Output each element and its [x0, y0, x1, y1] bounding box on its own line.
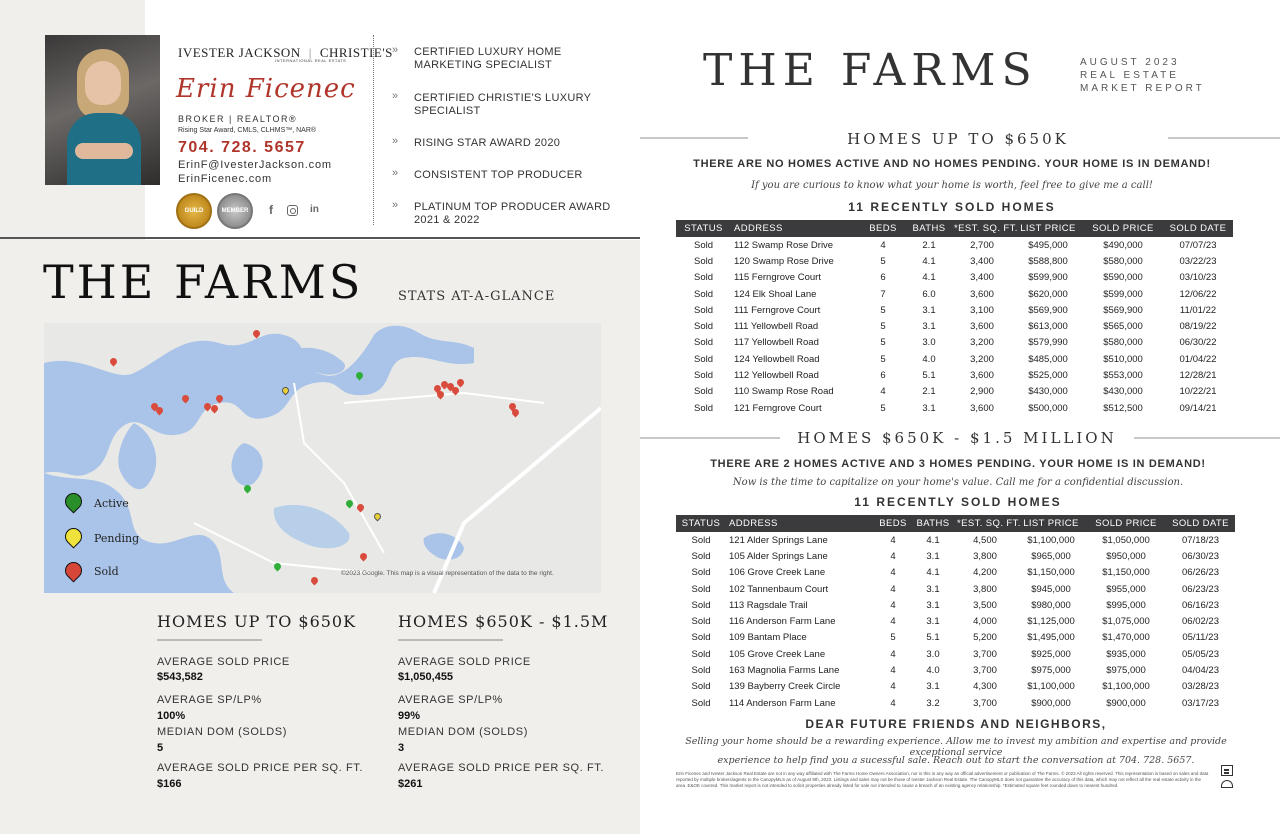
table-row [676, 302, 1233, 318]
cell-sold-date: 12/06/22 [1179, 288, 1217, 300]
stats-subtitle: STATS AT-A-GLANCE [398, 289, 556, 304]
table-row [676, 270, 1233, 286]
guild-badge-icon: GUILD [176, 193, 212, 229]
cell-sold-price: $1,050,000 [1102, 534, 1150, 546]
section-rule [1134, 437, 1280, 439]
cell-beds: 6 [880, 370, 886, 382]
christies-sub-logo: INTERNATIONAL REAL ESTATE [275, 58, 347, 63]
stat-label: AVERAGE SOLD PRICE [398, 656, 531, 668]
cell-list-price: $579,990 [1028, 337, 1068, 349]
cell-baths: 3.1 [926, 583, 940, 595]
cell-sold-price: $580,000 [1103, 337, 1143, 349]
stat-label: MEDIAN DOM (SOLDS) [398, 726, 528, 738]
cell-address: 121 Alder Springs Lane [729, 534, 828, 546]
cell-sold-price: $569,900 [1103, 304, 1143, 316]
cell-list-price: $1,150,000 [1027, 567, 1075, 579]
table-row [676, 695, 1235, 711]
cell-status: Sold [691, 665, 711, 677]
cell-sold-price: $490,000 [1103, 239, 1143, 251]
cell-sqft: 3,700 [973, 697, 997, 709]
cell-beds: 4 [890, 697, 896, 709]
table-row [676, 367, 1233, 383]
cell-sqft: 3,600 [970, 288, 994, 300]
cell-list-price: $965,000 [1031, 550, 1071, 562]
cell-sqft: 5,200 [973, 632, 997, 644]
col-sold-date: SOLD DATE [1166, 515, 1235, 532]
cell-list-price: $569,900 [1028, 304, 1068, 316]
cell-sold-price: $553,000 [1103, 370, 1143, 382]
cell-list-price: $430,000 [1028, 386, 1068, 398]
cell-beds: 4 [890, 583, 896, 595]
cell-status: Sold [691, 648, 711, 660]
col-beds: BEDS [874, 515, 912, 532]
table-row [676, 646, 1235, 662]
cell-list-price: $599,900 [1028, 272, 1068, 284]
cell-sold-price: $955,000 [1106, 583, 1146, 595]
cell-sqft: 2,900 [970, 386, 994, 398]
cell-baths: 3.2 [926, 697, 940, 709]
cell-list-price: $1,100,000 [1027, 681, 1075, 693]
cell-sold-date: 06/30/23 [1182, 550, 1219, 562]
cell-baths: 3.0 [922, 337, 936, 349]
cell-sold-date: 06/26/23 [1182, 567, 1219, 579]
table-row [676, 613, 1235, 629]
section-divider [0, 237, 640, 239]
cell-sqft: 3,800 [973, 550, 997, 562]
cell-sold-date: 01/04/22 [1179, 353, 1217, 365]
col-list-price: LIST PRICE [1016, 515, 1086, 532]
stats-col-title-650k-1-5m: HOMES $650K - $1.5M [398, 612, 609, 631]
cell-baths: 3.1 [926, 550, 940, 562]
agent-name: Erin Ficenec [176, 74, 356, 104]
agent-email[interactable]: ErinF@IvesterJackson.com [178, 159, 332, 171]
cell-list-price: $1,495,000 [1027, 632, 1075, 644]
cell-sold-date: 08/19/22 [1179, 321, 1217, 333]
stat-value: $543,582 [157, 671, 203, 683]
cell-status: Sold [693, 386, 713, 398]
cell-baths: 3.1 [926, 599, 940, 611]
cell-status: Sold [693, 239, 713, 251]
cell-sold-price: $1,150,000 [1102, 567, 1150, 579]
cell-list-price: $900,000 [1031, 697, 1071, 709]
cell-sqft: 3,500 [973, 599, 997, 611]
cell-sqft: 3,700 [973, 648, 997, 660]
cell-status: Sold [693, 304, 713, 316]
cell-sqft: 4,500 [973, 534, 997, 546]
cell-status: Sold [691, 681, 711, 693]
cell-sold-date: 07/07/23 [1179, 239, 1217, 251]
cell-sold-date: 05/11/23 [1182, 632, 1219, 644]
cell-address: 163 Magnolia Farms Lane [729, 665, 840, 677]
cell-address: 112 Swamp Rose Drive [734, 239, 834, 251]
cell-beds: 4 [890, 567, 896, 579]
table-row [676, 662, 1235, 678]
stat-value: 99% [398, 710, 421, 722]
stats-col-rule [157, 639, 262, 641]
stat-value: $166 [157, 778, 182, 790]
col-address: ADDRESS [726, 515, 874, 532]
cell-sold-date: 03/22/23 [1179, 255, 1217, 267]
table-row [676, 565, 1235, 581]
cell-status: Sold [691, 567, 711, 579]
cell-list-price: $975,000 [1031, 665, 1071, 677]
cell-address: 124 Yellowbell Road [734, 353, 820, 365]
cell-beds: 5 [880, 337, 886, 349]
legend-pending-label: Pending [94, 532, 140, 545]
cell-sqft: 3,200 [970, 353, 994, 365]
map-water [44, 323, 601, 593]
sold-homes-table-650k-1-5m [676, 515, 1235, 711]
cell-address: 139 Bayberry Creek Circle [729, 681, 841, 693]
cell-beds: 4 [890, 665, 896, 677]
col-sqft: *EST. SQ. FT. [954, 515, 1016, 532]
cell-sold-price: $510,000 [1103, 353, 1143, 365]
cell-sold-price: $565,000 [1103, 321, 1143, 333]
cell-sqft: 4,300 [973, 681, 997, 693]
cell-status: Sold [693, 353, 713, 365]
page-title: THE FARMS [43, 255, 364, 309]
section-italic-note: Now is the time to capitalize on your home's value. Call me for a confidential discussion. [732, 477, 1184, 488]
cell-sold-price: $1,100,000 [1102, 681, 1150, 693]
cell-status: Sold [693, 402, 713, 414]
cell-status: Sold [691, 632, 711, 644]
report-type: REAL ESTATE [1080, 70, 1179, 81]
cell-address: 110 Swamp Rose Road [734, 386, 834, 398]
legend-sold-label: Sold [94, 565, 119, 578]
table-row [676, 548, 1235, 564]
cell-sold-date: 07/18/23 [1182, 534, 1219, 546]
report-month: AUGUST 2023 [1080, 57, 1180, 68]
report-title: THE FARMS [703, 45, 1038, 96]
cell-status: Sold [691, 599, 711, 611]
agent-awards: Rising Star Award, CMLS, CLHMS™, NAR® [178, 127, 317, 134]
cell-list-price: $485,000 [1028, 353, 1068, 365]
agent-phone[interactable]: 704. 728. 5657 [178, 139, 306, 156]
cell-sold-date: 10/22/21 [1179, 386, 1217, 398]
equal-housing-icon [1221, 765, 1233, 776]
col-beds: BEDS [859, 220, 907, 237]
cell-beds: 5 [880, 353, 886, 365]
cell-status: Sold [693, 272, 713, 284]
legal-disclaimer: Erin Ficenec and Ivester Jackson Real Estate are not in any way affiliated with The Farms Home Owners Association, nor is this in any way an official advertisement or publication of The Farms. © 2023 All rights reserved. This representation is based on sales and data reported by multiple brokers/agents to the CanopyMLS as of August 9th, 2023. Listings and sales may not be those of Ivester Jackson Real Estate. The CanopyMLS does not guarantee the accuracy of this data, which may not reflect all the real estate activity in the area. E&OE covered. This market report is not intended to solicit properties already listed for sale nor intended to cause a breach of an existing agency relationship. *Estimated square feet rounded down to nearest hundred. [676, 771, 1209, 788]
map-credit: ©2023 Google. This map is a visual representation of the data to the right. [341, 570, 554, 577]
christies-logo: CHRISTIE'S [319, 45, 393, 60]
stat-label: AVERAGE SOLD PRICE PER SQ. FT. [157, 762, 364, 774]
facebook-icon[interactable]: f [269, 203, 273, 217]
cell-baths: 5.1 [926, 632, 940, 644]
cell-status: Sold [693, 321, 713, 333]
section-italic-note: If you are curious to know what your home is worth, feel free to give me a call! [751, 180, 1153, 191]
cell-sold-date: 06/30/22 [1179, 337, 1217, 349]
cell-address: 106 Grove Creek Lane [729, 567, 826, 579]
cell-beds: 4 [890, 648, 896, 660]
cell-sold-price: $935,000 [1106, 648, 1146, 660]
member-badge-icon: MEMBER [217, 193, 253, 229]
table-row [676, 679, 1235, 695]
cell-address: 121 Ferngrove Court [734, 402, 822, 414]
cell-list-price: $588,800 [1028, 255, 1068, 267]
cell-list-price: $613,000 [1028, 321, 1068, 333]
cell-sold-price: $590,000 [1103, 272, 1143, 284]
table-row [676, 318, 1233, 334]
cell-list-price: $495,000 [1028, 239, 1068, 251]
legend-active-label: Active [94, 497, 129, 510]
col-baths: BATHS [907, 220, 951, 237]
cell-baths: 2.1 [922, 239, 936, 251]
cell-sold-price: $900,000 [1106, 697, 1146, 709]
section-subhead: 11 RECENTLY SOLD HOMES [848, 200, 1056, 214]
section-banner: THERE ARE NO HOMES ACTIVE AND NO HOMES PENDING. YOUR HOME IS IN DEMAND! [693, 158, 1211, 170]
cell-beds: 5 [890, 632, 896, 644]
col-list-price: LIST PRICE [1013, 220, 1083, 237]
cell-address: 111 Ferngrove Court [734, 304, 821, 316]
cell-sold-date: 03/17/23 [1182, 697, 1219, 709]
cell-sqft: 3,400 [970, 255, 994, 267]
cell-beds: 4 [880, 239, 886, 251]
linkedin-icon[interactable]: in [310, 204, 319, 215]
instagram-icon[interactable] [287, 205, 298, 216]
cell-sold-date: 06/16/23 [1182, 599, 1219, 611]
cell-baths: 3.1 [926, 616, 940, 628]
cell-status: Sold [693, 288, 713, 300]
stat-label: AVERAGE SOLD PRICE [157, 656, 290, 668]
neighborhood-map[interactable] [44, 323, 601, 593]
cell-sqft: 2,700 [970, 239, 994, 251]
sold-homes-table-under-650k [676, 220, 1233, 416]
cell-baths: 5.1 [922, 370, 936, 382]
cell-status: Sold [691, 534, 711, 546]
cell-sold-price: $430,000 [1103, 386, 1143, 398]
cell-sold-date: 06/02/23 [1182, 616, 1219, 628]
cell-beds: 7 [880, 288, 886, 300]
cell-address: 105 Alder Springs Lane [729, 550, 828, 562]
cell-sold-date: 09/14/21 [1179, 402, 1217, 414]
cell-list-price: $980,000 [1031, 599, 1071, 611]
table-row [676, 237, 1233, 253]
cell-beds: 5 [880, 321, 886, 333]
cell-baths: 3.1 [926, 681, 940, 693]
cell-sqft: 3,100 [970, 304, 994, 316]
cell-sqft: 3,600 [970, 370, 994, 382]
cell-sold-price: $950,000 [1106, 550, 1146, 562]
table-row [676, 351, 1233, 367]
credentials-divider [373, 35, 374, 225]
closing-heading: DEAR FUTURE FRIENDS AND NEIGHBORS, [805, 717, 1107, 731]
table-header-row [676, 220, 1233, 237]
stat-value: 3 [398, 742, 405, 754]
cell-sqft: 4,200 [973, 567, 997, 579]
cell-list-price: $620,000 [1028, 288, 1068, 300]
cell-baths: 3.1 [922, 304, 936, 316]
cell-address: 105 Grove Creek Lane [729, 648, 826, 660]
cell-sold-date: 03/10/23 [1179, 272, 1217, 284]
col-status: STATUS [676, 515, 726, 532]
cell-baths: 2.1 [922, 386, 936, 398]
cell-sold-date: 03/28/23 [1182, 681, 1219, 693]
closing-text-line: Selling your home should be a rewarding experience. Allow me to invest my ambition and expertise and provide exceptional service [685, 736, 1227, 758]
section-banner: THERE ARE 2 HOMES ACTIVE AND 3 HOMES PENDING. YOUR HOME IS IN DEMAND! [710, 458, 1206, 470]
stat-value: 100% [157, 710, 186, 722]
table-row [676, 630, 1235, 646]
stat-value: 5 [157, 742, 164, 754]
brand-logos: IVESTER JACKSON | CHRISTIE'S [178, 45, 393, 60]
cell-status: Sold [691, 697, 711, 709]
table-row [676, 384, 1233, 400]
cell-list-price: $1,125,000 [1027, 616, 1075, 628]
table-row [676, 400, 1233, 416]
table-header-row [676, 515, 1235, 532]
cell-status: Sold [693, 370, 713, 382]
cell-address: 116 Anderson Farm Lane [729, 616, 836, 628]
cell-baths: 4.0 [922, 353, 936, 365]
stat-value: $1,050,455 [398, 671, 454, 683]
section-rule [640, 137, 748, 139]
cell-beds: 4 [890, 599, 896, 611]
col-baths: BATHS [912, 515, 954, 532]
cell-sold-price: $512,500 [1103, 402, 1143, 414]
table-row [676, 532, 1235, 548]
left-panel: IVESTER JACKSON | CHRISTIE'S INTERNATIONAL REAL ESTATE Erin Ficenec BROKER | REALTOR® Rising Star Award, CMLS, CLHMS™, NAR® 704. 728. 5657 ErinF@IvesterJackson.com ErinFicenec.com GUILD MEMBER f in » CERTIFIED LUXURY HOME MARKETING SPECIALIST » CERTIFIED CHRISTIE'S LUXURY SPECIALIST » RISING STAR AWARD 2020 » CONSISTENT TOP PRODUCER » PLATINUM TOP PRODUCER AWARD 2021 & 2022 THE FARMS STATS AT-A-GLANCE Active Pending Sold ©2023 Google. This map is a visual representation of the data to the right. HOMES UP TO $650K AVERAGE SOLD PRICE $543,582 AVERAGE SP/LP% 100% MEDIAN DOM (SOLDS) 5 AVERAGE SOLD PRICE PER SQ. FT. $166 HOMES $650K - $1.5M AVERAGE SOLD PRICE $1,050,455 AVERAGE SP/LP% 99% MEDIAN DOM (SOLDS) 3 AVERAGE SOLD PRICE PER SQ. FT. $261 [0, 0, 640, 834]
stat-label: AVERAGE SP/LP% [398, 694, 503, 706]
table-row [676, 286, 1233, 302]
col-sqft: *EST. SQ. FT. [951, 220, 1013, 237]
cell-sold-price: $1,470,000 [1102, 632, 1150, 644]
cell-sold-price: $599,000 [1103, 288, 1143, 300]
cell-sqft: 3,200 [970, 337, 994, 349]
cell-beds: 4 [890, 681, 896, 693]
cell-beds: 5 [880, 402, 886, 414]
cell-sqft: 4,000 [973, 616, 997, 628]
cell-beds: 6 [880, 272, 886, 284]
cell-sold-date: 06/23/23 [1182, 583, 1219, 595]
cell-sqft: 3,600 [970, 321, 994, 333]
cell-address: 112 Yellowbell Road [734, 370, 819, 382]
cell-address: 115 Ferngrove Court [734, 272, 821, 284]
realtor-icon [1221, 780, 1233, 788]
cell-address: 120 Swamp Rose Drive [734, 255, 834, 267]
cell-sold-date: 05/05/23 [1182, 648, 1219, 660]
col-sold-price: SOLD PRICE [1086, 515, 1166, 532]
cell-list-price: $525,000 [1028, 370, 1068, 382]
cell-baths: 4.1 [926, 534, 940, 546]
cell-baths: 6.0 [922, 288, 936, 300]
table-row [676, 253, 1233, 269]
col-sold-price: SOLD PRICE [1083, 220, 1163, 237]
cell-beds: 4 [890, 616, 896, 628]
cell-sold-price: $580,000 [1103, 255, 1143, 267]
col-sold-date: SOLD DATE [1163, 220, 1233, 237]
ivester-jackson-logo: IVESTER JACKSON [178, 45, 301, 60]
stat-label: AVERAGE SP/LP% [157, 694, 262, 706]
cell-status: Sold [691, 616, 711, 628]
cell-address: 124 Elk Shoal Lane [734, 288, 817, 300]
cell-baths: 4.1 [922, 255, 936, 267]
stats-col-title-under-650k: HOMES UP TO $650K [157, 612, 357, 631]
cell-baths: 4.1 [926, 567, 940, 579]
cell-address: 102 Tannenbaum Court [729, 583, 829, 595]
cell-sold-price: $995,000 [1106, 599, 1146, 611]
col-address: ADDRESS [731, 220, 859, 237]
closing-text-line: experience to help find you a sucessful sale. Reach out to start the conversation at 704. 728. 5657. [717, 755, 1195, 766]
section-rule [640, 437, 780, 439]
cell-beds: 4 [890, 534, 896, 546]
cell-sold-price: $1,075,000 [1102, 616, 1150, 628]
agent-photo [45, 35, 160, 185]
cell-list-price: $500,000 [1028, 402, 1068, 414]
section-subhead: 11 RECENTLY SOLD HOMES [854, 495, 1062, 509]
cell-list-price: $945,000 [1031, 583, 1071, 595]
cell-status: Sold [693, 255, 713, 267]
cell-status: Sold [691, 583, 711, 595]
cell-sold-price: $975,000 [1106, 665, 1146, 677]
cell-baths: 3.1 [922, 402, 936, 414]
section-heading-650k-1-5m: HOMES $650K - $1.5 MILLION [797, 429, 1117, 447]
cell-sqft: 3,400 [970, 272, 994, 284]
stat-label: AVERAGE SOLD PRICE PER SQ. FT. [398, 762, 605, 774]
cell-status: Sold [693, 337, 713, 349]
report-kind: MARKET REPORT [1080, 83, 1205, 94]
stat-label: MEDIAN DOM (SOLDS) [157, 726, 287, 738]
cell-sqft: 3,800 [973, 583, 997, 595]
cell-sqft: 3,700 [973, 665, 997, 677]
cell-baths: 4.1 [922, 272, 936, 284]
table-row [676, 597, 1235, 613]
cell-sqft: 3,600 [970, 402, 994, 414]
agent-website[interactable]: ErinFicenec.com [178, 173, 272, 185]
cell-address: 109 Bantam Place [729, 632, 807, 644]
agent-title: BROKER | REALTOR® [178, 114, 298, 124]
table-row [676, 581, 1235, 597]
cell-sold-date: 04/04/23 [1182, 665, 1219, 677]
col-status: STATUS [676, 220, 731, 237]
table-row [676, 335, 1233, 351]
cell-beds: 4 [880, 386, 886, 398]
cell-beds: 4 [890, 550, 896, 562]
cell-sold-date: 12/28/21 [1179, 370, 1217, 382]
cell-list-price: $1,100,000 [1027, 534, 1075, 546]
stats-col-rule [398, 639, 503, 641]
stat-value: $261 [398, 778, 423, 790]
cell-baths: 3.1 [922, 321, 936, 333]
section-rule [1168, 137, 1280, 139]
cell-status: Sold [691, 550, 711, 562]
cell-baths: 3.0 [926, 648, 940, 660]
cell-address: 113 Ragsdale Trail [729, 599, 808, 611]
section-heading-under-650k: HOMES UP TO $650K [847, 130, 1069, 148]
cell-address: 111 Yellowbell Road [734, 321, 819, 333]
cell-address: 117 Yellowbell Road [734, 337, 819, 349]
cell-baths: 4.0 [926, 665, 940, 677]
cell-beds: 5 [880, 255, 886, 267]
cell-sold-date: 11/01/22 [1179, 304, 1217, 316]
cell-address: 114 Anderson Farm Lane [729, 697, 836, 709]
cell-list-price: $925,000 [1031, 648, 1071, 660]
cell-beds: 5 [880, 304, 886, 316]
